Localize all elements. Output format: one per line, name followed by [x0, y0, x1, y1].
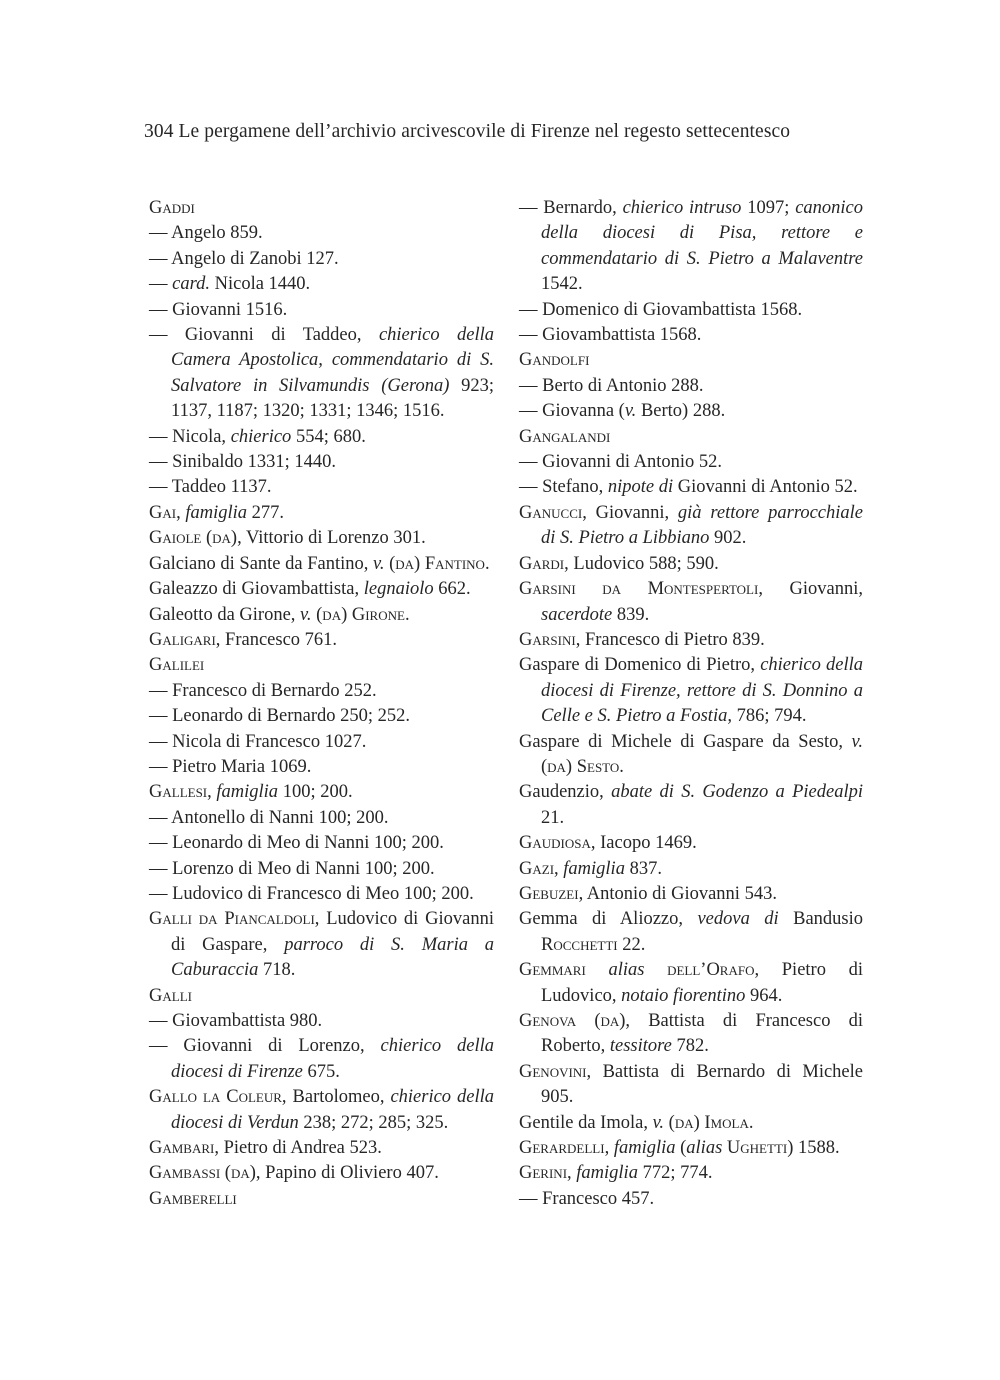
entry-text: Gaspare di Michele di Gaspare da Sesto,	[519, 731, 852, 752]
entry-text: — Angelo 859.	[149, 223, 263, 244]
entry-text: Vittorio di Lorenzo 301.	[241, 528, 426, 549]
entry-text: abate di S. Godenzo a Piedealpi	[611, 782, 864, 803]
index-subentry	[149, 450, 494, 475]
index-subentry	[149, 298, 494, 323]
entry-text: dell’Orafo,	[667, 960, 760, 981]
entry-text: 1542.	[541, 274, 583, 295]
entry-text: Pietro di Ludovico,	[541, 960, 863, 1006]
index-subentry	[149, 221, 494, 246]
entry-text: Galilei	[149, 655, 205, 676]
entry-text: Francesco di Pietro 839.	[580, 629, 765, 650]
entry-text: chierico della Camera Apostolica, commendatario di S. Salvatore in Silvamundis (Gerona)	[171, 325, 494, 396]
entry-text: Gaiole (da),	[149, 528, 242, 549]
entry-text: Gebuzei,	[519, 883, 584, 904]
entry-text: Gandolfi	[519, 350, 590, 371]
entry-text: famiglia	[576, 1163, 638, 1184]
entry-text: 902.	[709, 528, 747, 549]
entry-text: Antonio di Giovanni 543.	[583, 883, 777, 904]
entry-text: Genovini,	[519, 1061, 592, 1082]
entry-text: v.	[624, 401, 637, 422]
entry-text: notaio fiorentino	[621, 985, 746, 1006]
entry-text: Galciano di Sante da Fantino,	[149, 553, 374, 574]
entry-text: Francesco 761.	[220, 629, 338, 650]
entry-text: alias	[686, 1138, 723, 1159]
index-subentry	[519, 323, 863, 348]
entry-text: Galli da Piancaldoli,	[149, 909, 320, 930]
entry-text: 100; 200.	[278, 782, 353, 803]
entry-text: (da) Imola.	[668, 1112, 754, 1133]
index-entry	[149, 1187, 494, 1212]
entry-text: Gentile da Imola,	[519, 1112, 653, 1133]
index-entry	[519, 1060, 863, 1111]
index-entry	[149, 653, 494, 678]
entry-text: Genova (da),	[519, 1011, 631, 1031]
index-subentry	[149, 1034, 494, 1085]
index-entry	[149, 780, 494, 805]
entry-text: Gambari,	[149, 1138, 219, 1159]
entry-text: Berto) 288.	[636, 401, 726, 422]
index-entry	[519, 425, 863, 450]
index-entry	[149, 907, 494, 983]
index-entry	[149, 1085, 494, 1136]
entry-text: 837.	[624, 858, 662, 879]
entry-text: Papino di Oliviero 407.	[260, 1163, 439, 1184]
entry-text: tessitore	[609, 1036, 672, 1057]
entry-text: chierico della diocesi di Firenze	[171, 1036, 494, 1082]
index-entry	[519, 857, 863, 882]
entry-text: 772; 774.	[637, 1163, 713, 1184]
index-subentry	[519, 374, 863, 399]
entry-text: ) 1588.	[787, 1138, 840, 1159]
entry-text: Gai,	[149, 502, 181, 523]
index-entry	[519, 1009, 863, 1060]
entry-text: — Domenico di Giovambattista 1568.	[519, 299, 803, 320]
entry-text: 1097;	[741, 198, 796, 218]
index-entry	[519, 730, 863, 781]
entry-text: Gerini,	[519, 1163, 572, 1184]
entry-text: — Leonardo di Bernardo 250; 252.	[149, 706, 410, 727]
index-entry	[519, 653, 863, 729]
index-entry	[519, 780, 863, 831]
entry-text: Galli	[149, 985, 192, 1006]
entry-text: 786; 794.	[731, 706, 807, 727]
entry-text: Giovanni di Antonio 52.	[673, 477, 858, 498]
entry-text: 238; 272; 285; 325.	[298, 1112, 449, 1133]
index-entry	[519, 348, 863, 373]
entry-text: Gardi,	[519, 553, 569, 574]
index-column-left	[149, 196, 494, 1212]
entry-text: — Nicola di Francesco 1027.	[149, 731, 367, 752]
index-subentry	[519, 196, 863, 298]
entry-text: chierico	[230, 426, 292, 447]
index-entry	[519, 501, 863, 552]
entry-text: Pietro di Andrea 523.	[219, 1138, 382, 1159]
entry-text: — Giovanni di Lorenzo,	[149, 1036, 381, 1057]
entry-text: Giovanni,	[586, 502, 678, 523]
entry-text: — Sinibaldo 1331; 1440.	[149, 452, 337, 473]
entry-text: v.	[373, 553, 385, 574]
entry-text: Ughetti	[726, 1138, 788, 1159]
index-subentry	[149, 323, 494, 425]
entry-text: Galigari,	[149, 629, 221, 650]
entry-text: —	[149, 274, 173, 295]
entry-text: Garsini da Montespertoli,	[519, 579, 763, 600]
index-subentry	[149, 857, 494, 882]
entry-text: Gazi,	[519, 858, 559, 879]
entry-text: — Nicola,	[149, 426, 231, 447]
entry-text: (da) Girone.	[316, 604, 410, 625]
entry-text: Rocchetti	[541, 934, 618, 955]
index-entry	[519, 882, 863, 907]
entry-text: 554; 680.	[291, 426, 366, 447]
index-entry	[519, 1111, 863, 1136]
entry-text: Gangalandi	[519, 426, 611, 447]
index-entry	[519, 1136, 863, 1161]
entry-text: famiglia	[185, 502, 247, 523]
entry-text: 277.	[247, 502, 284, 523]
entry-text: — Bernardo,	[519, 198, 623, 218]
index-entry	[149, 603, 494, 628]
entry-text: chierico della diocesi di Firenze, rettore di S. Donnino a Celle e S. Pietro a Fostia,	[541, 655, 863, 727]
index-entry	[519, 577, 863, 628]
index-entry	[519, 628, 863, 653]
entry-text: Ganucci,	[519, 502, 587, 523]
entry-text: sacerdote	[541, 604, 613, 625]
entry-text: alias	[608, 960, 645, 981]
index-subentry	[519, 475, 863, 500]
index-column-right	[519, 196, 863, 1212]
entry-text: 782.	[671, 1036, 709, 1057]
index-subentry	[149, 247, 494, 272]
entry-text: Gambassi (da),	[149, 1163, 261, 1184]
entry-text: 662.	[433, 579, 471, 600]
entry-text: — Taddeo 1137.	[149, 477, 272, 498]
entry-text: — Francesco 457.	[519, 1188, 655, 1209]
index-entry	[149, 1161, 494, 1186]
index-entry	[149, 984, 494, 1009]
entry-text: (da) Sesto.	[541, 756, 624, 777]
entry-text: 21.	[541, 807, 565, 828]
entry-text: (	[675, 1138, 687, 1159]
entry-text: Gallesi,	[149, 782, 212, 803]
entry-text: canonico della diocesi di Pisa, rettore e commendatario di S. Pietro a Malaventre	[541, 198, 864, 269]
entry-text: Nicola 1440.	[209, 274, 311, 295]
entry-text: Garsini,	[519, 629, 581, 650]
entry-text: Gaspare di Domenico di Pietro,	[519, 655, 761, 676]
index-entry	[519, 831, 863, 856]
index-entry	[149, 577, 494, 602]
entry-text: famiglia	[563, 858, 625, 879]
index-subentry	[519, 1187, 863, 1212]
entry-text: Gallo la Coleur,	[149, 1087, 287, 1108]
entry-text: 839.	[612, 604, 650, 625]
entry-text: 718.	[258, 960, 296, 981]
entry-text: chierico intruso	[622, 198, 742, 218]
index-subentry	[519, 450, 863, 475]
entry-text: — Giovambattista 980.	[149, 1011, 323, 1031]
entry-text: — Lorenzo di Meo di Nanni 100; 200.	[149, 858, 435, 879]
entry-text: v.	[652, 1112, 665, 1133]
index-entry	[149, 526, 494, 551]
entry-text: v.	[851, 731, 863, 752]
entry-text: Battista di Bernardo di Michele 905.	[541, 1061, 863, 1108]
entry-text: Galeazzo di Giovambattista,	[149, 579, 364, 600]
entry-text: — Angelo di Zanobi 127.	[149, 248, 339, 269]
entry-text: — Francesco di Bernardo 252.	[149, 680, 377, 701]
entry-text: Bartolomeo,	[286, 1087, 391, 1108]
entry-text: famiglia	[613, 1138, 676, 1159]
entry-text: — Giovanna (	[519, 401, 625, 422]
index-subentry	[149, 704, 494, 729]
entry-text: — Antonello di Nanni 100; 200.	[149, 807, 389, 828]
index-entry	[519, 1161, 863, 1186]
entry-text: — Giovambattista 1568.	[519, 325, 702, 346]
entry-text: Iacopo 1469.	[595, 833, 697, 854]
running-title: Le pergamene dell’archivio arcivescovile di Firenze nel regesto settecentesco	[178, 121, 791, 142]
entry-text: — Giovanni di Antonio 52.	[519, 452, 722, 473]
index-subentry	[149, 806, 494, 831]
index-subentry	[149, 1009, 494, 1034]
entry-text	[644, 960, 667, 980]
index-subentry	[149, 475, 494, 500]
entry-text: nipote di	[607, 477, 674, 498]
entry-text: Ludovico di Giovanni di Gaspare,	[171, 909, 494, 955]
index-entry	[149, 1136, 494, 1161]
entry-text: — Giovanni 1516.	[149, 299, 288, 320]
index-subentry	[149, 755, 494, 780]
entry-text: Battista di Francesco di Roberto,	[541, 1011, 863, 1057]
entry-text: 923; 1137, 1187; 1320; 1331; 1346; 1516.	[171, 375, 495, 422]
index-subentry	[519, 298, 863, 323]
entry-text: Bandusio	[778, 909, 864, 930]
entry-text: — Berto di Antonio 288.	[519, 375, 704, 396]
entry-text: — Stefano,	[519, 477, 608, 498]
index-entry	[149, 552, 494, 577]
index-subentry	[149, 425, 494, 450]
entry-text: 964.	[745, 985, 783, 1006]
entry-text: Gaddi	[149, 198, 195, 218]
index-subentry	[149, 831, 494, 856]
entry-text: famiglia	[216, 782, 279, 803]
entry-text: già rettore parrocchiale di S. Pietro a Libbiano	[541, 502, 863, 549]
index-subentry	[149, 272, 494, 297]
index-entry	[149, 196, 494, 221]
page-number: 304	[144, 121, 174, 142]
entry-text: card.	[172, 274, 210, 295]
entry-text: Ludovico 588; 590.	[568, 553, 719, 574]
entry-text: Gemma di Aliozzo,	[519, 909, 698, 930]
entry-text: — Giovanni di Taddeo,	[149, 325, 379, 346]
entry-text: — Pietro Maria 1069.	[149, 756, 312, 777]
entry-text: parroco di S. Maria a Caburaccia	[171, 934, 494, 981]
entry-text: — Leonardo di Meo di Nanni 100; 200.	[149, 833, 444, 854]
index-subentry	[149, 730, 494, 755]
entry-text: (da) Fantino.	[389, 553, 490, 574]
page-header	[144, 121, 790, 143]
index-entry	[519, 552, 863, 577]
entry-text: 22.	[617, 934, 646, 955]
entry-text: Gemmari	[519, 960, 586, 981]
entry-text: legnaiolo	[363, 579, 434, 600]
entry-text: Gerardelli,	[519, 1138, 610, 1159]
index-entry	[519, 907, 863, 958]
index-entry	[519, 958, 863, 1009]
entry-text: Gamberelli	[149, 1188, 237, 1209]
entry-text	[586, 960, 609, 980]
index-subentry	[519, 399, 863, 424]
index-entry	[149, 501, 494, 526]
entry-text: 675.	[302, 1061, 340, 1082]
entry-text: vedova di	[697, 909, 779, 930]
index-subentry	[149, 679, 494, 704]
entry-text: Galeotto da Girone,	[149, 604, 301, 625]
index-entry	[149, 628, 494, 653]
index-subentry	[149, 882, 494, 907]
entry-text: — Ludovico di Francesco di Meo 100; 200.	[149, 883, 474, 904]
entry-text: v.	[300, 604, 312, 625]
entry-text: chierico della diocesi di Verdun	[171, 1087, 494, 1133]
entry-text: Giovanni,	[762, 579, 863, 600]
entry-text: Gaudiosa,	[519, 833, 596, 854]
entry-text: Gaudenzio,	[519, 782, 612, 803]
